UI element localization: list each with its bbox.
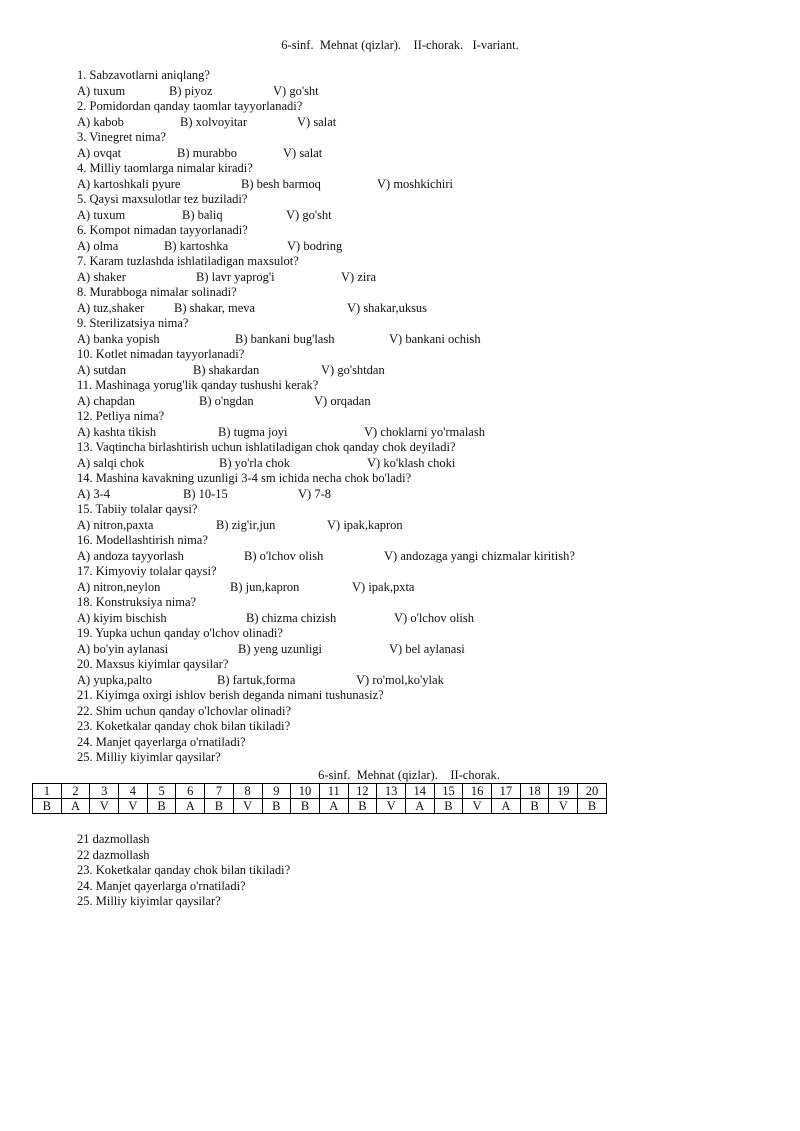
answer-key-number: 11 (319, 784, 348, 799)
option-a: A) kabob (77, 114, 124, 129)
question-options (77, 177, 777, 193)
question-options (77, 642, 777, 658)
question-text: 10. Kotlet nimadan tayyorlanadi? (77, 347, 245, 361)
question-text: 8. Murabboga nimalar solinadi? (77, 285, 237, 299)
question-options (77, 487, 777, 503)
answer-key-answer: B (291, 799, 320, 814)
option-c: V) shakar,uksus (347, 300, 428, 315)
question-text: 14. Mashina kavakning uzunligi 3-4 sm ichida necha chok bo'ladi? (77, 471, 412, 485)
open-answer-line: 22 dazmollash (77, 847, 150, 862)
option-b: B) besh barmoq (241, 176, 321, 191)
option-a: A) kiyim bischish (77, 610, 167, 625)
option-b: B) fartuk,forma (217, 672, 296, 687)
option-b: B) tugma joyi (218, 424, 288, 439)
option-a: A) nitron,paxta (77, 517, 154, 532)
answer-key-answer: V (463, 799, 492, 814)
option-c: V) zira (341, 269, 377, 284)
open-question: 23. Koketkalar qanday chok bilan tikiladi? (77, 719, 291, 733)
answer-key-number: 12 (348, 784, 377, 799)
option-a: A) tuz,shaker (77, 300, 145, 315)
option-c: V) moshkichiri (377, 176, 454, 191)
option-a: A) shaker (77, 269, 126, 284)
option-c: V) go'shtdan (321, 362, 385, 377)
option-a: A) 3-4 (77, 486, 110, 501)
option-a: A) ovqat (77, 145, 122, 160)
question-options (77, 394, 777, 410)
option-a: A) kashta tikish (77, 424, 157, 439)
answer-key-title: 6-sinf. Mehnat (qizlar). II-chorak. (318, 768, 500, 782)
option-a: A) olma (77, 238, 119, 253)
question-text: 11. Mashinaga yorug'lik qanday tushushi kerak? (77, 378, 319, 392)
answer-key-number: 20 (578, 784, 607, 799)
question-options (77, 301, 777, 317)
open-question: 21. Kiyimga oxirgi ishlov berish deganda nimani tushunasiz? (77, 688, 384, 702)
option-a: A) salqi chok (77, 455, 145, 470)
option-b: B) o'lchov olish (244, 548, 324, 563)
open-answer-line: 25. Milliy kiyimlar qaysilar? (77, 894, 221, 908)
question-options (77, 425, 777, 441)
question-text: 4. Milliy taomlarga nimalar kiradi? (77, 161, 253, 175)
option-a: A) tuxum (77, 207, 126, 222)
answer-key-answers-row (33, 799, 607, 814)
option-a: A) kartoshkali pyure (77, 176, 181, 191)
option-c: V) ko'klash choki (367, 455, 456, 470)
answer-key-number: 18 (520, 784, 549, 799)
option-c: V) bankani ochish (389, 331, 481, 346)
answer-key-answer: B (205, 799, 234, 814)
open-answers (77, 832, 290, 910)
option-b: B) yo'rla chok (219, 455, 290, 470)
question-text: 13. Vaqtincha birlashtirish uchun ishlatiladigan chok qanday chok deyiladi? (77, 440, 456, 454)
answer-key-answer: B (434, 799, 463, 814)
open-answer-line: 23. Koketkalar qanday chok bilan tikiladi? (77, 863, 291, 877)
answer-key-answer: A (176, 799, 205, 814)
answer-key-answer: B (33, 799, 62, 814)
option-b: B) baliq (182, 207, 223, 222)
answer-key-answer: V (90, 799, 119, 814)
answer-key-number: 4 (119, 784, 148, 799)
option-b: B) o'ngdan (199, 393, 254, 408)
question-options (77, 363, 777, 379)
option-b: B) kartoshka (164, 238, 229, 253)
option-b: B) bankani bug'lash (235, 331, 335, 346)
question-text: 6. Kompot nimadan tayyorlanadi? (77, 223, 248, 237)
answer-key-number: 19 (549, 784, 578, 799)
option-b: B) zig'ir,jun (216, 517, 276, 532)
answer-key-numbers-row (33, 784, 607, 799)
option-a: A) andoza tayyorlash (77, 548, 184, 563)
option-c: V) orqadan (314, 393, 371, 408)
answer-key-number: 6 (176, 784, 205, 799)
question-options (77, 115, 777, 131)
answer-key-number: 9 (262, 784, 291, 799)
question-text: 16. Modellashtirish nima? (77, 533, 208, 547)
answer-key-answer: B (520, 799, 549, 814)
answer-key-number: 17 (492, 784, 521, 799)
question-text: 7. Karam tuzlashda ishlatiladigan maxsulot? (77, 254, 299, 268)
answer-key-number: 16 (463, 784, 492, 799)
option-a: A) chapdan (77, 393, 135, 408)
question-text: 20. Maxsus kiyimlar qaysilar? (77, 657, 229, 671)
option-c: V) andozaga yangi chizmalar kiritish? (384, 548, 575, 563)
option-c: V) o'lchov olish (394, 610, 475, 625)
option-b: B) lavr yaprog'i (196, 269, 275, 284)
answer-key-number: 5 (147, 784, 176, 799)
option-b: B) 10-15 (183, 486, 228, 501)
question-options (77, 332, 777, 348)
question-text: 18. Konstruksiya nima? (77, 595, 197, 609)
question-options (77, 208, 777, 224)
option-b: B) jun,kapron (230, 579, 300, 594)
option-b: B) murabbo (177, 145, 238, 160)
option-a: A) nitron,neylon (77, 579, 161, 594)
open-answer-line: 24. Manjet qayerlarga o'rnatiladi? (77, 878, 246, 893)
option-c: V) ro'mol,ko'ylak (356, 672, 444, 687)
answer-key-number: 13 (377, 784, 406, 799)
option-c: V) ipak,kapron (327, 517, 403, 532)
answer-key-number: 2 (61, 784, 90, 799)
question-options (77, 549, 777, 565)
option-b: B) xolvoyitar (180, 114, 248, 129)
option-c: V) salat (283, 145, 323, 160)
open-question: 25. Milliy kiyimlar qaysilar? (77, 750, 221, 764)
answer-key-answer: A (405, 799, 434, 814)
answer-key-answer: A (61, 799, 90, 814)
option-b: B) piyoz (169, 83, 213, 98)
option-c: V) bel aylanasi (389, 641, 465, 656)
question-text: 15. Tabiiy tolalar qaysi? (77, 502, 198, 516)
question-options (77, 611, 777, 627)
question-text: 5. Qaysi maxsulotlar tez buziladi? (77, 192, 248, 206)
answer-key-number: 7 (205, 784, 234, 799)
page-title: 6-sinf. Mehnat (qizlar). II-chorak. I-variant. (281, 38, 519, 52)
question-options (77, 270, 777, 286)
quiz-questions (77, 68, 777, 766)
answer-key-answer: V (377, 799, 406, 814)
option-c: V) choklarni yo'rmalash (364, 424, 485, 439)
question-options (77, 673, 777, 689)
question-text: 3. Vinegret nima? (77, 130, 166, 144)
answer-key-table (32, 783, 607, 814)
question-options (77, 84, 777, 100)
question-text: 2. Pomidordan qanday taomlar tayyorlanadi? (77, 99, 303, 113)
option-c: V) ipak,pxta (352, 579, 415, 594)
answer-key-answer: A (492, 799, 521, 814)
open-answer-line: 21 dazmollash (77, 832, 150, 846)
option-b: B) chizma chizish (246, 610, 337, 625)
option-b: B) shakar, meva (174, 300, 256, 315)
option-c: V) salat (297, 114, 337, 129)
option-a: A) bo'yin aylanasi (77, 641, 169, 656)
question-text: 1. Sabzavotlarni aniqlang? (77, 68, 210, 82)
answer-key-number: 1 (33, 784, 62, 799)
option-a: A) tuxum (77, 83, 126, 98)
open-question: 24. Manjet qayerlarga o'rnatiladi? (77, 734, 246, 749)
answer-key-number: 14 (405, 784, 434, 799)
answer-key-answer: A (319, 799, 348, 814)
option-a: A) banka yopish (77, 331, 160, 346)
option-a: A) yupka,palto (77, 672, 152, 687)
option-c: V) 7-8 (298, 486, 331, 501)
answer-key-number: 10 (291, 784, 320, 799)
question-options (77, 146, 777, 162)
answer-key-answer: V (119, 799, 148, 814)
answer-key-answer: B (348, 799, 377, 814)
open-question: 22. Shim uchun qanday o'lchovlar olinadi? (77, 703, 292, 718)
answer-key-answer: B (578, 799, 607, 814)
question-options (77, 580, 777, 596)
answer-key-answer: B (147, 799, 176, 814)
question-text: 9. Sterilizatsiya nima? (77, 316, 189, 330)
answer-key-answer: B (262, 799, 291, 814)
question-options (77, 518, 777, 534)
answer-key-answer: V (549, 799, 578, 814)
answer-key-number: 3 (90, 784, 119, 799)
option-b: B) shakardan (193, 362, 260, 377)
question-text: 19. Yupka uchun qanday o'lchov olinadi? (77, 626, 283, 640)
answer-key-answer: V (233, 799, 262, 814)
question-options (77, 456, 777, 472)
question-text: 12. Petliya nima? (77, 409, 165, 423)
option-c: V) bodring (287, 238, 343, 253)
question-options (77, 239, 777, 255)
option-c: V) go'sht (273, 83, 319, 98)
answer-key-number: 8 (233, 784, 262, 799)
option-b: B) yeng uzunligi (238, 641, 323, 656)
answer-key-number: 15 (434, 784, 463, 799)
question-text: 17. Kimyoviy tolalar qaysi? (77, 564, 217, 578)
option-a: A) sutdan (77, 362, 126, 377)
option-c: V) go'sht (286, 207, 332, 222)
